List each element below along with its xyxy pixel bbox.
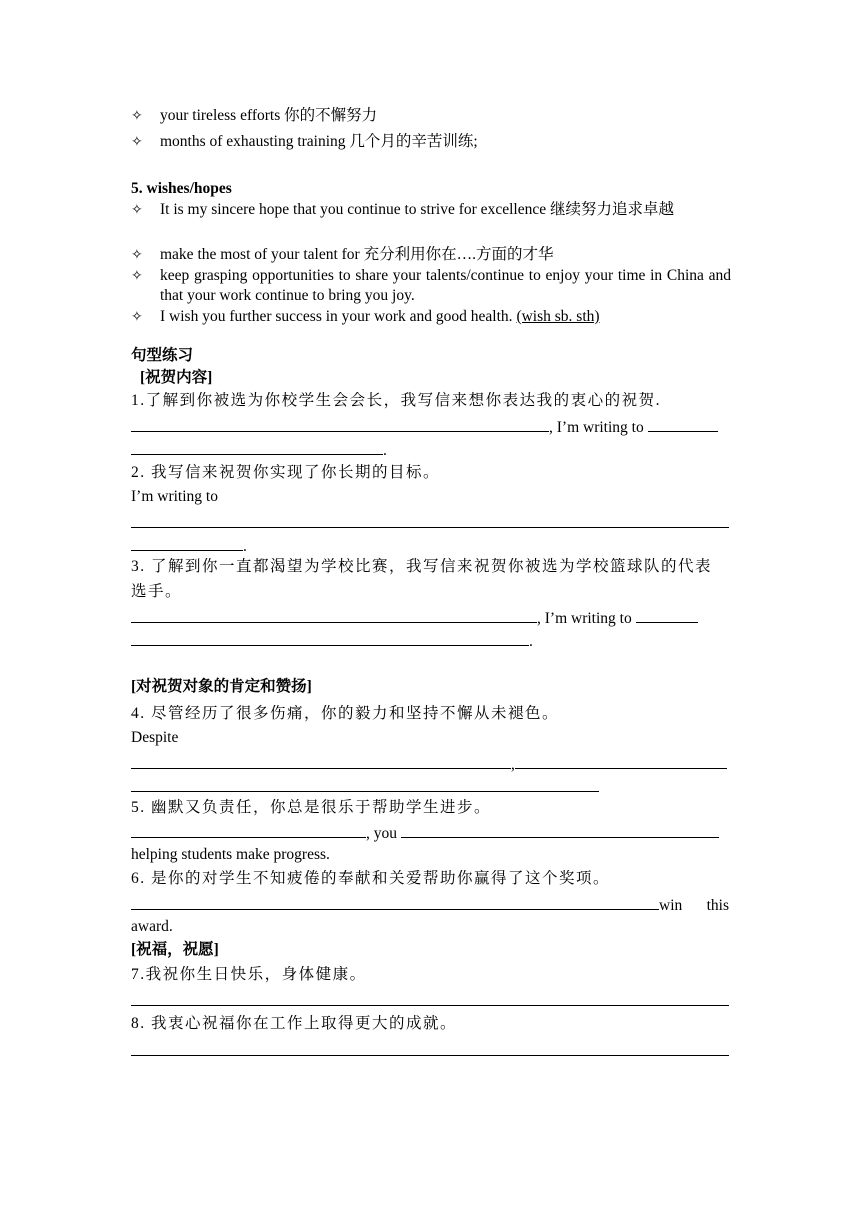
diamond-bullet-icon: ✧ (131, 309, 143, 325)
answer-line-1b: . (131, 439, 731, 461)
answer-line-4b (131, 776, 731, 798)
bullet-text: months of exhausting training 几个月的辛苦训练; (160, 133, 478, 150)
answer-blank[interactable] (131, 776, 599, 792)
answer-blank[interactable] (131, 416, 549, 432)
answer-start-4: Despite (131, 729, 179, 746)
answer-blank[interactable] (131, 439, 383, 455)
answer-line-7 (131, 990, 731, 1012)
answer-blank[interactable] (401, 822, 719, 838)
bullet-text: make the most of your talent for 充分利用你在….方面的才华 (160, 246, 554, 263)
answer-start-2: I’m writing to (131, 488, 218, 505)
answer-blank[interactable] (131, 607, 537, 623)
bullet-text (160, 307, 731, 327)
question-6: 6. 是你的对学生不知疲倦的奉献和关爱帮助你赢得了这个奖项。 (131, 870, 611, 887)
answer-line-6a (131, 894, 731, 916)
diamond-bullet-icon: ✧ (131, 202, 143, 218)
answer-blank[interactable] (131, 1040, 729, 1056)
answer-line-4a: , (131, 753, 731, 775)
underlined-note: (wish sb. sth) (516, 308, 600, 325)
answer-blank[interactable] (131, 894, 659, 910)
word-this: this (706, 897, 729, 914)
section-heading: 5. wishes/hopes (131, 180, 232, 197)
question-1: 1.了解到你被选为你校学生会会长，我写信来想你表达我的衷心的祝贺. (131, 392, 662, 409)
diamond-bullet-icon: ✧ (131, 134, 143, 150)
group-heading-praise: [对祝贺对象的肯定和赞扬] (131, 678, 312, 695)
answer-line-1a (131, 416, 731, 438)
answer-connector: , you (366, 825, 397, 842)
answer-blank[interactable] (648, 416, 718, 432)
answer-end-6: award. (131, 918, 173, 935)
bullet-text: your tireless efforts 你的不懈努力 (160, 107, 378, 124)
bullet-text-main: I wish you further success in your work and good health. (160, 308, 517, 325)
group-heading-congrats: [祝贺内容] (140, 369, 213, 386)
question-5: 5. 幽默又负责任，你总是很乐于帮助学生进步。 (131, 799, 492, 816)
answer-win-this (659, 896, 729, 916)
answer-blank[interactable] (515, 753, 727, 769)
answer-blank[interactable] (636, 607, 698, 623)
question-3-line2: 选手。 (131, 583, 183, 600)
answer-blank[interactable] (131, 535, 243, 551)
answer-line-5a (131, 822, 731, 844)
question-7: 7.我祝你生日快乐，身体健康。 (131, 966, 367, 983)
answer-connector: , I’m writing to (549, 419, 644, 436)
answer-line-3b: . (131, 630, 731, 652)
answer-blank[interactable] (131, 512, 729, 528)
bullet-text: It is my sincere hope that you continue to strive for excellence 继续努力追求卓越 (160, 201, 674, 218)
answer-end-5: helping students make progress. (131, 846, 330, 863)
question-8: 8. 我衷心祝福你在工作上取得更大的成就。 (131, 1015, 458, 1032)
word-win: win (659, 897, 683, 914)
answer-connector: , I’m writing to (537, 610, 632, 627)
answer-line-3a (131, 607, 731, 629)
question-3-line1: 3. 了解到你一直都渴望为学校比赛，我写信来祝贺你被选为学校篮球队的代表 (131, 558, 713, 575)
question-4: 4. 尽管经历了很多伤痛，你的毅力和坚持不懈从未褪色。 (131, 705, 560, 722)
answer-blank[interactable] (131, 753, 511, 769)
answer-blank[interactable] (131, 990, 729, 1006)
answer-line-8 (131, 1040, 731, 1062)
bullet-text: keep grasping opportunities to share your talents/continue to enjoy your time in China and that your work continue to bring you joy. (160, 267, 731, 304)
diamond-bullet-icon: ✧ (131, 268, 143, 284)
group-heading-wishes: [祝福，祝愿] (131, 941, 219, 958)
question-2: 2. 我写信来祝贺你实现了你长期的目标。 (131, 464, 441, 481)
answer-line-2a (131, 512, 731, 534)
answer-blank[interactable] (131, 630, 529, 646)
practice-title: 句型练习 (131, 347, 194, 364)
diamond-bullet-icon: ✧ (131, 247, 143, 263)
diamond-bullet-icon: ✧ (131, 108, 143, 124)
answer-line-2b: . (131, 535, 731, 557)
answer-blank[interactable] (131, 822, 366, 838)
